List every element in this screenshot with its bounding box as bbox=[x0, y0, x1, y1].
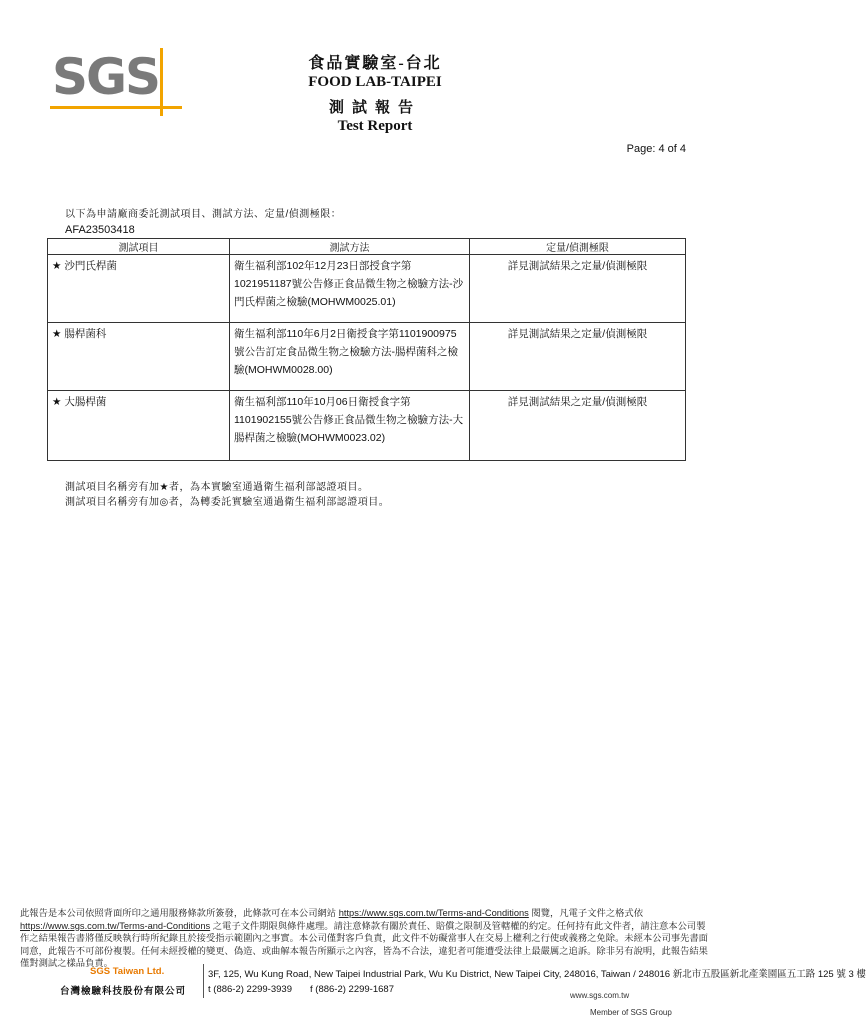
header-limit: 定量/偵測極限 bbox=[470, 239, 686, 255]
test-item-cell: ★ 大腸桿菌 bbox=[48, 391, 230, 461]
terms-link-2[interactable]: https://www.sgs.com.tw/Terms-and-Conditions bbox=[20, 920, 211, 931]
disclaimer-part-1: 此報告是本公司依照背面所印之通用服務條款所簽發，此條款可在本公司網站 bbox=[20, 908, 337, 918]
test-method-cell: 衛生福利部102年12月23日部授食字第1021951187號公告修正食品微生物之檢驗方法-沙門氏桿菌之檢驗(MOHWM0025.01) bbox=[230, 255, 470, 323]
report-title-en: Test Report bbox=[337, 118, 413, 134]
limit-cell: 詳見測試結果之定量/偵測極限 bbox=[470, 323, 686, 391]
terms-link-1[interactable]: https://www.sgs.com.tw/Terms-and-Conditions bbox=[338, 908, 529, 918]
page-number: Page: 4 of 4 bbox=[626, 143, 686, 155]
test-method-cell: 衛生福利部110年6月2日衛授食字第1101900975號公告訂定食品微生物之檢驗方法-腸桿菌科之檢驗(MOHWM0028.00) bbox=[230, 323, 470, 391]
footer-divider bbox=[203, 964, 204, 998]
report-title-zh: 測試報告 bbox=[328, 100, 421, 116]
company-name-zh: 台灣檢驗科技股份有限公司 bbox=[60, 986, 187, 997]
company-website[interactable]: www.sgs.com.tw bbox=[570, 991, 630, 1000]
disclaimer-part-2: 閱覽，凡電子文件之格式依 bbox=[531, 908, 644, 918]
lab-title-zh: 食品實驗室-台北 bbox=[308, 55, 442, 72]
company-fax: f (886-2) 2299-1687 bbox=[310, 984, 394, 995]
test-method-cell: 衛生福利部110年10月06日衛授食字第1101902155號公告修正食品微生物之檢驗方法-大腸桿菌之檢驗(MOHWM0023.02) bbox=[230, 391, 470, 461]
lab-title-en: FOOD LAB-TAIPEI bbox=[308, 74, 442, 90]
test-item-cell: ★ 沙門氏桿菌 bbox=[48, 255, 230, 323]
sgs-logo bbox=[50, 48, 180, 116]
table-row bbox=[48, 255, 686, 323]
disclaimer-text bbox=[20, 907, 710, 970]
header-test-method: 測試方法 bbox=[230, 239, 470, 255]
member-of-sgs: Member of SGS Group bbox=[590, 1008, 672, 1017]
note-star: 測試項目名稱旁有加★者，為本實驗室通過衛生福利部認證項目。 bbox=[65, 482, 369, 493]
limit-cell: 詳見測試結果之定量/偵測極限 bbox=[470, 255, 686, 323]
table-row bbox=[48, 323, 686, 391]
company-address: 3F, 125, Wu Kung Road, New Taipei Industrial Park, Wu Ku District, New Taipei City, 248016, Taiwan / 248016 新北市五股區新北產業園區五工路 125 號 3 樓 bbox=[208, 969, 866, 980]
test-method-table bbox=[47, 238, 686, 461]
note-circle: 測試項目名稱旁有加◎者，為轉委託實驗室通過衛生福利部認證項目。 bbox=[65, 497, 390, 508]
header-test-item: 測試項目 bbox=[48, 239, 230, 255]
company-name-en: SGS Taiwan Ltd. bbox=[90, 966, 165, 977]
intro-note: 以下為申請廠商委託測試項目、測試方法、定量/偵測極限： bbox=[65, 209, 342, 220]
report-number: AFA23503418 bbox=[65, 224, 135, 236]
logo-text: SGS bbox=[52, 48, 160, 106]
limit-cell: 詳見測試結果之定量/偵測極限 bbox=[470, 391, 686, 461]
test-item-cell: ★ 腸桿菌科 bbox=[48, 323, 230, 391]
company-phone: t (886-2) 2299-3939 bbox=[208, 984, 292, 995]
logo-vertical-bar bbox=[160, 48, 163, 116]
disclaimer-part-3: 之電子文件期限與條件處理。請注意條款有關於責任、賠償之限制及管轄權的約定。任何持有此文件者，請注意本公司製作之結果報告書將僅反映執行時所紀錄且於接受指示範圍內之事實。本公司僅對客戶負責，此文件不妨礙當事人在交易上權利之行使或義務之免除。未經本公司事先書面同意，此報告不可部份複製。任何未經授權的變更、偽造、或曲解本報告所顯示之內容，皆為不合法，違犯者可能遭受法律上最嚴厲之追訴。除非另有說明，此報告結果僅對測試之樣品負責。 bbox=[20, 920, 708, 968]
table-header-row bbox=[48, 239, 686, 255]
table-row bbox=[48, 391, 686, 461]
